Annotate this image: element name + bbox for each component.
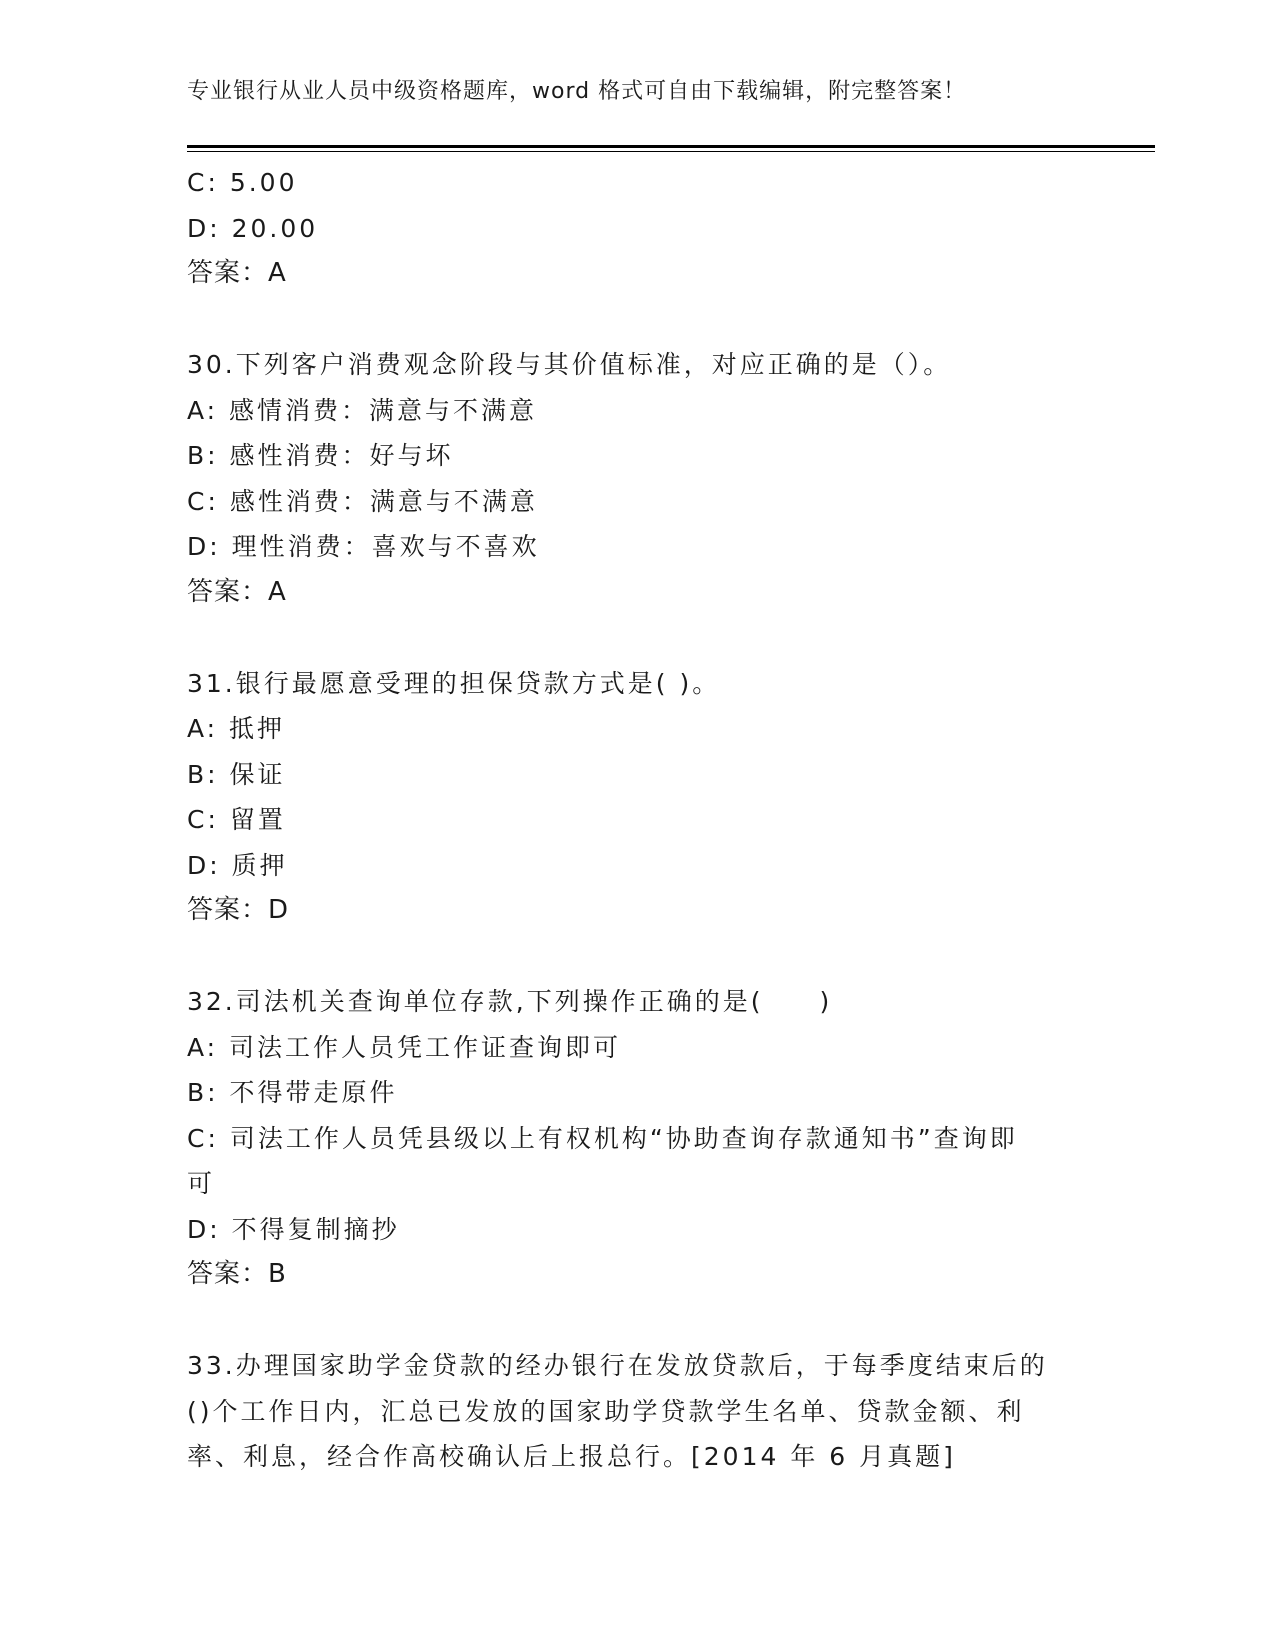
header-rule-thin	[187, 151, 1155, 152]
option-d: D: 20.00	[187, 213, 319, 243]
option-c: C: 感性消费：满意与不满意	[187, 486, 538, 516]
question-30-stem: 30.下列客户消费观念阶段与其价值标准，对应正确的是（）。	[187, 350, 952, 379]
answer: 答案：A	[187, 258, 287, 288]
option-d: D: 质押	[187, 850, 288, 880]
question-33-stem-line-2: ()个工作日内，汇总已发放的国家助学贷款学生名单、贷款金额、利	[187, 1396, 1025, 1426]
option-c-continuation: 可	[187, 1169, 216, 1198]
option-c: C: 5.00	[187, 168, 298, 197]
option-d: D: 理性消费：喜欢与不喜欢	[187, 532, 540, 561]
question-content	[187, 160, 1087, 1480]
answer: 答案：B	[187, 1259, 287, 1289]
question-33-stem-line-1: 33.办理国家助学金贷款的经办银行在发放贷款后，于每季度结束后的	[187, 1351, 1048, 1380]
option-c: C: 留置	[187, 805, 286, 834]
option-a: A: 抵押	[187, 714, 286, 743]
option-b: B: 感性消费：好与坏	[187, 441, 454, 470]
answer: 答案：D	[187, 895, 290, 925]
question-32-stem: 32.司法机关查询单位存款,下列操作正确的是( )	[187, 987, 833, 1016]
option-c: C: 司法工作人员凭县级以上有权机构“协助查询存款通知书”查询即	[187, 1123, 1018, 1153]
option-a: A: 司法工作人员凭工作证查询即可	[187, 1032, 622, 1062]
page-header: 专业银行从业人员中级资格题库，word 格式可自由下载编辑，附完整答案！	[187, 79, 967, 104]
option-a: A: 感情消费：满意与不满意	[187, 395, 538, 425]
header-rule	[187, 145, 1155, 148]
option-b: B: 不得带走原件	[187, 1078, 398, 1107]
option-d: D: 不得复制摘抄	[187, 1214, 400, 1244]
question-33-stem-line-3: 率、利息，经合作高校确认后上报总行。[2014 年 6 月真题]	[187, 1442, 956, 1471]
answer: 答案：A	[187, 576, 287, 607]
question-31-stem: 31.银行最愿意受理的担保贷款方式是( )。	[187, 668, 721, 698]
option-b: B: 保证	[187, 759, 286, 789]
